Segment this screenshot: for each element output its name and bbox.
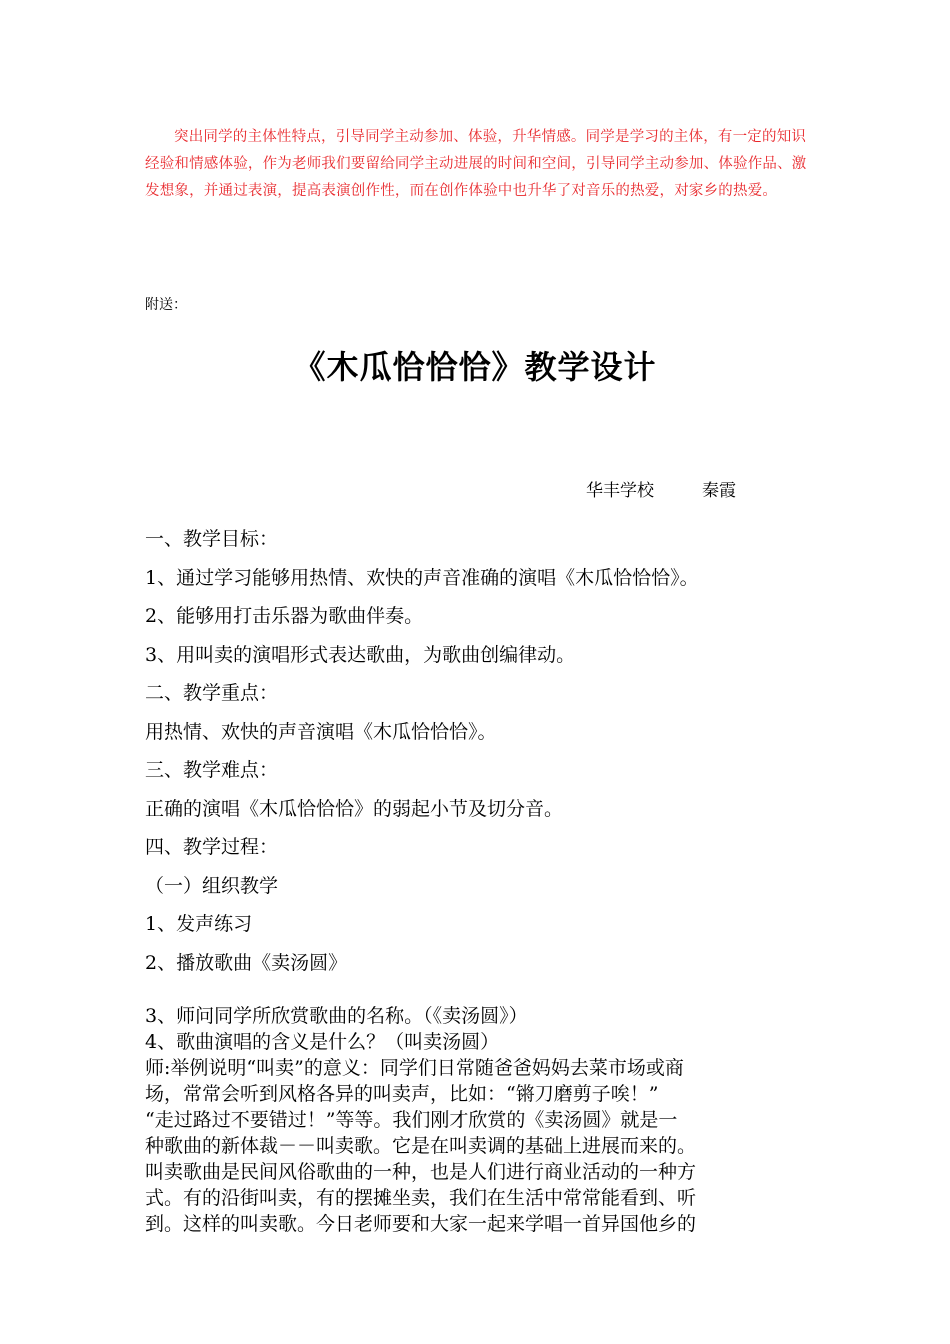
author-school: 华丰学校 [586,481,654,501]
process-step-4: 4、歌曲演唱的含义是什么？（叫卖汤圆） [145,1031,500,1053]
section-heading-objectives: 一、教学目标： [145,528,279,550]
lesson-outline [145,520,810,982]
objective-item-3: 3、用叫卖的演唱形式表达歌曲，为歌曲创编律动。 [145,643,576,666]
section-heading-key-points: 二、教学重点： [145,682,279,704]
intro-paragraph: 突出同学的主体性特点，引导同学主动参加、体验，升华情感。同学是学习的主体，有一定的知识经验和情感体验，作为老师我们要留给同学主动进展的时间和空间，引导同学主动参加、体验作品、激发想象，并通过表演，提高表演创作性，而在创作体验中也升华了对音乐的热爱，对家乡的热爱。 [145,129,807,199]
author-line [586,476,736,501]
section-heading-process: 四、教学过程： [145,836,279,858]
process-step-1: 1、发声练习 [145,913,253,935]
objective-item-2: 2、能够用打击乐器为歌曲伴奏。 [145,605,424,627]
lesson-dialogue [145,1003,810,1237]
objective-item-1: 1、通过学习能够用热情、欢快的声音准确的演唱《木瓜恰恰恰》。 [145,566,699,589]
teacher-text-line: “走过路过不要错过！”等等。我们刚才欣赏的《卖汤圆》就是一 [145,1109,678,1131]
teacher-text-line: 场，常常会听到风格各异的叫卖声，比如：“锵刀磨剪子唉！” [145,1083,659,1105]
difficulty-text: 正确的演唱《木瓜恰恰恰》的弱起小节及切分音。 [145,797,564,820]
teacher-text-line: 叫卖歌曲是民间风俗歌曲的一种，也是人们进行商业活动的一种方 [145,1161,697,1183]
author-name: 秦霞 [702,481,736,501]
document-title: 《木瓜恰恰恰》教学设计 [293,348,657,386]
subsection-organize: （一）组织教学 [145,874,279,897]
appendix-label: 附送： [145,297,187,313]
process-step-3: 3、师问同学所欣赏歌曲的名称。（《卖汤圆》） [145,1005,528,1027]
key-point-text: 用热情、欢快的声音演唱《木瓜恰恰恰》。 [145,720,497,743]
teacher-text-line: 式。有的沿街叫卖，有的摆摊坐卖，我们在生活中常常能看到、听 [145,1187,697,1209]
section-heading-difficulties: 三、教学难点： [145,759,279,781]
teacher-text-line: 师:举例说明“叫卖”的意义：同学们日常随爸爸妈妈去菜市场或商 [145,1057,684,1079]
teacher-text-line: 到。这样的叫卖歌。今日老师要和大家一起来学唱一首异国他乡的 [145,1213,697,1235]
teacher-text-line: 种歌曲的新体裁－－叫卖歌。它是在叫卖调的基础上进展而来的。 [145,1135,697,1157]
process-step-2: 2、播放歌曲《卖汤圆》 [145,951,348,974]
